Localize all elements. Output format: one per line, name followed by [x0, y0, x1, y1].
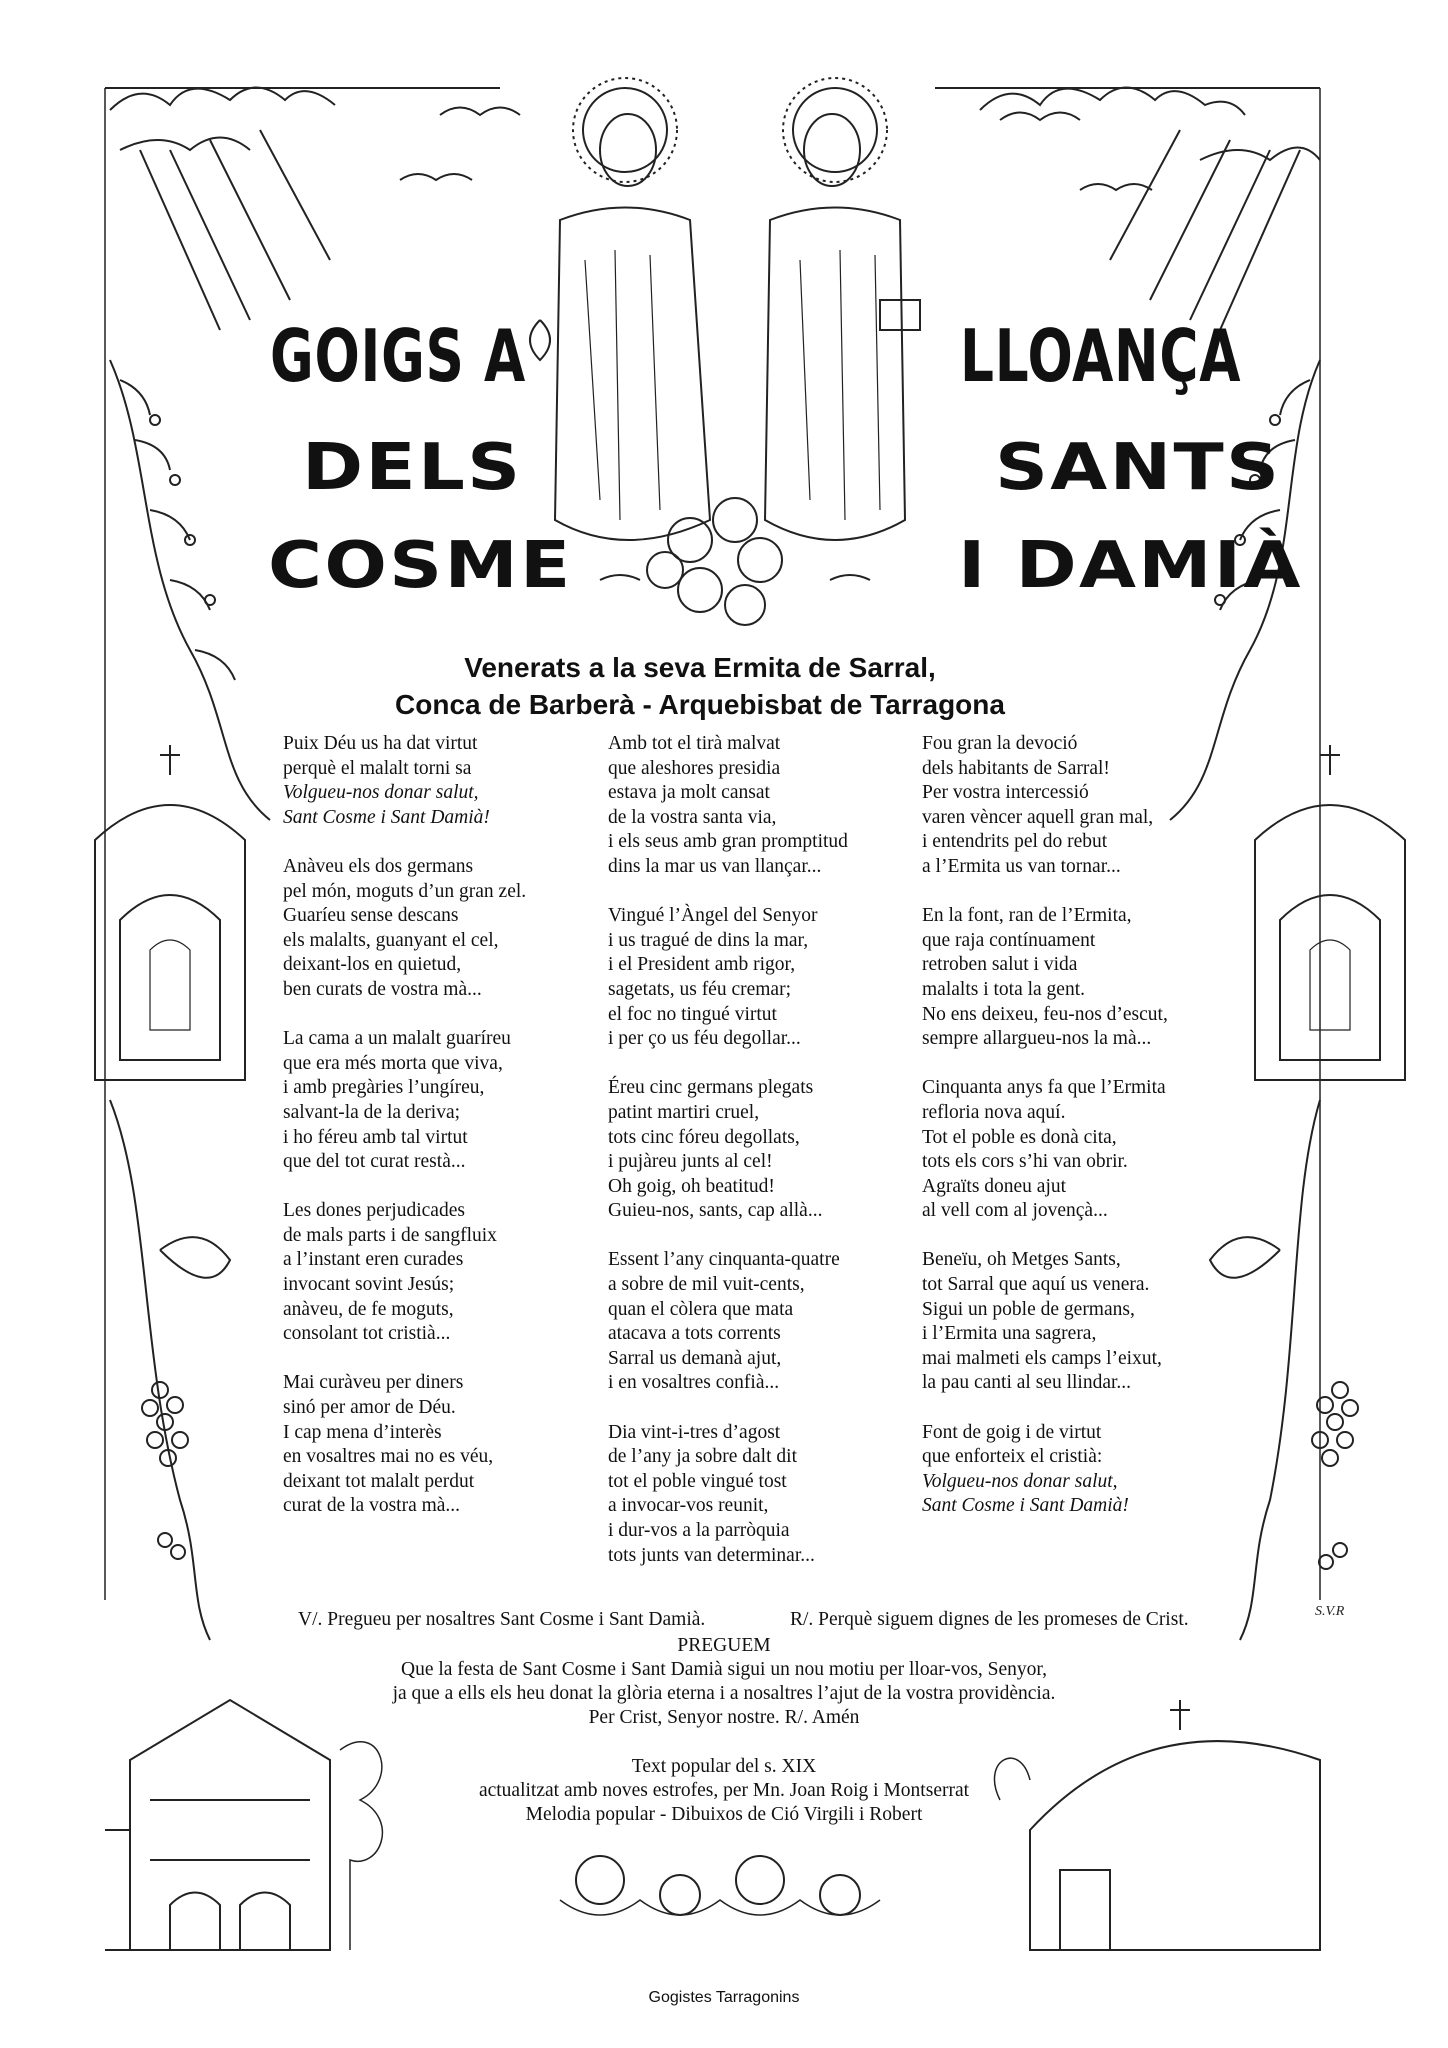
verse-line: ben curats de vostra mà... — [283, 978, 482, 1000]
prayer-line-1: Que la festa de Sant Cosme i Sant Damià sigui un nou motiu per lloar-vos, Senyor, — [400, 1659, 1047, 1680]
verse-line: que enforteix el cristià: — [922, 1446, 1103, 1468]
prayer-heading: PREGUEM — [677, 1635, 771, 1656]
verse-line: i ho féreu amb tal virtut — [283, 1126, 468, 1148]
verse-line: Font de goig i de virtut — [922, 1421, 1102, 1443]
stanza — [283, 732, 526, 830]
verse-line: Essent l’any cinquanta-quatre — [608, 1249, 840, 1271]
verse-line: de mals parts i de sangfluix — [283, 1224, 497, 1246]
stanza — [922, 1248, 1168, 1396]
verse-line: sinó per amor de Déu. — [283, 1397, 456, 1419]
verse-line: i l’Ermita una sagrera, — [922, 1323, 1097, 1345]
prayer-line-3: Per Crist, Senyor nostre. R/. Amén — [588, 1707, 860, 1728]
verse-line: mai malmeti els camps l’eixut, — [922, 1347, 1162, 1369]
subtitle-line-1: Venerats a la seva Ermita de Sarral, — [464, 652, 936, 683]
verse-line: de l’any ja sobre dalt dit — [608, 1446, 797, 1468]
verse-line: i entendrits pel do rebut — [922, 831, 1108, 853]
verse-line: a l’instant eren curades — [283, 1249, 464, 1271]
verse-line: tot el poble vingué tost — [608, 1470, 787, 1492]
verse-line: estava ja molt cansat — [608, 782, 770, 804]
bird-icon-right — [1000, 113, 1080, 121]
verse-line: varen vèncer aquell gran mal, — [922, 806, 1154, 828]
olive-branch-left — [110, 360, 270, 820]
title-lloanca: LLOANÇA — [960, 314, 1242, 398]
title-dels: DELS — [302, 431, 523, 505]
credits-line-3: Melodia popular - Dibuixos de Ció Virgili i Robert — [525, 1804, 923, 1825]
publisher-footer: Gogistes Tarragonins — [648, 1989, 800, 2006]
verse-line: a invocar-vos reunit, — [608, 1495, 769, 1517]
verse-line: retroben salut i vida — [922, 954, 1078, 976]
stanza — [922, 904, 1168, 1052]
stanza — [608, 904, 848, 1052]
verse-line: malalts i tota la gent. — [922, 978, 1085, 1000]
verse-line: Tot el poble es donà cita, — [922, 1126, 1117, 1148]
grape-vine-left — [110, 1100, 230, 1640]
stanza — [608, 1421, 848, 1569]
verse-line: refloria nova aquí. — [922, 1101, 1066, 1123]
verse-line: i us tragué de dins la mar, — [608, 929, 809, 951]
title-sants: SANTS — [995, 431, 1282, 505]
stanza — [922, 1076, 1168, 1224]
verse-line: Sigui un poble de germans, — [922, 1298, 1135, 1320]
verse-line: Mai curàveu per diners — [283, 1372, 464, 1394]
verse-line: tots junts van determinar... — [608, 1544, 815, 1566]
verse-line: Oh goig, oh beatitud! — [608, 1175, 775, 1197]
verse-line: a l’Ermita us van tornar... — [922, 855, 1121, 877]
response: R/. Perquè siguem dignes de les promeses de Crist. — [790, 1609, 1189, 1630]
verse-line: perquè el malalt torni sa — [283, 757, 472, 779]
verse-line: a sobre de mil vuit-cents, — [608, 1274, 805, 1296]
credits-line-2: actualitzat amb noves estrofes, per Mn. Joan Roig i Montserrat — [478, 1780, 970, 1801]
verse-line: Les dones perjudicades — [283, 1200, 465, 1222]
verse-line: Agraïts doneu ajut — [922, 1175, 1067, 1197]
stanza — [283, 1199, 526, 1347]
stanza — [608, 1076, 848, 1224]
verse-line: consolant tot cristià... — [283, 1323, 451, 1345]
verse-line: i amb pregàries l’ungíreu, — [283, 1077, 485, 1099]
verse-line: i dur-vos a la parròquia — [608, 1520, 790, 1541]
verse-line: Sant Cosme i Sant Damià! — [283, 806, 490, 828]
verse-line: al vell com al jovençà... — [922, 1200, 1108, 1222]
subtitle-line-2: Conca de Barberà - Arquebisbat de Tarragona — [395, 689, 1005, 720]
verse-line: Sant Cosme i Sant Damià! — [922, 1495, 1129, 1517]
verse-line: i per ço us féu degollar... — [608, 1028, 801, 1050]
grape-vine-right — [1210, 1100, 1358, 1640]
verse-line: Vingué l’Àngel del Senyor — [608, 905, 818, 927]
rose-garland — [560, 1856, 880, 1915]
verse-line: Volgueu-nos donar salut, — [922, 1470, 1118, 1492]
verse-line: tot Sarral que aquí us venera. — [922, 1274, 1150, 1296]
verse-line: invocant sovint Jesús; — [283, 1274, 455, 1296]
verse-line: tots els cors s’hi van obrir. — [922, 1151, 1128, 1173]
verse-column-2 — [608, 732, 848, 1593]
verse-line: Guieu-nos, sants, cap allà... — [608, 1200, 823, 1222]
verse-line: Volgueu-nos donar salut, — [283, 782, 479, 804]
verse-line: i els seus amb gran promptitud — [608, 831, 848, 853]
rays-top-left — [140, 130, 330, 330]
verse-line: sagetats, us féu cremar; — [608, 978, 792, 1000]
verse-line: anàveu, de fe moguts, — [283, 1298, 454, 1320]
saints-illustration — [530, 78, 920, 625]
versicle: V/. Pregueu per nosaltres Sant Cosme i Sant Damià. — [298, 1609, 706, 1630]
stanza — [283, 855, 526, 1003]
verse-line: tots cinc fóreu degollats, — [608, 1126, 800, 1148]
verse-line: que raja contínuament — [922, 929, 1096, 951]
verse-line: i en vosaltres confià... — [608, 1372, 780, 1394]
verse-column-1 — [283, 732, 526, 1544]
stanza — [283, 1371, 526, 1519]
artist-signature: S.V.R — [1315, 1604, 1345, 1619]
verse-line: Beneïu, oh Metges Sants, — [922, 1249, 1121, 1271]
cloud-top-right — [980, 88, 1245, 116]
verse-line: Amb tot el tirà malvat — [608, 733, 781, 754]
verse-line: deixant-los en quietud, — [283, 954, 462, 976]
verse-line: Anàveu els dos germans — [283, 855, 474, 877]
verse-line: pel món, moguts d’un gran zel. — [283, 880, 527, 902]
title-cosme: COSME — [268, 529, 573, 603]
verse-line: Per vostra intercessió — [922, 782, 1089, 804]
verse-line: Éreu cinc germans plegats — [608, 1077, 814, 1099]
verse-line: I cap mena d’interès — [283, 1421, 442, 1443]
verse-line: i el President amb rigor, — [608, 954, 796, 976]
verse-line: atacava a tots corrents — [608, 1323, 781, 1345]
cloud-top-left — [110, 88, 335, 111]
verse-line: que del tot curat restà... — [283, 1151, 466, 1173]
verse-line: curat de la vostra mà... — [283, 1495, 461, 1517]
credits-line-1: Text popular del s. XIX — [631, 1756, 817, 1777]
verse-line: de la vostra santa via, — [608, 806, 777, 828]
stanza — [922, 732, 1168, 880]
verse-line: la pau canti al seu llindar... — [922, 1372, 1132, 1394]
verse-line: dins la mar us van llançar... — [608, 855, 822, 877]
bell-tower-left — [95, 745, 245, 1080]
prayer-line-2: ja que a ells els heu donat la glòria eterna i a nosaltres l’ajut de la vostra providència. — [392, 1683, 1056, 1704]
verse-line: Guaríeu sense descans — [283, 905, 459, 927]
verse-line: Cinquanta anys fa que l’Ermita — [922, 1077, 1166, 1099]
verse-line: sempre allargueu-nos la mà... — [922, 1028, 1152, 1050]
verse-line: quan el còlera que mata — [608, 1298, 794, 1320]
verse-line: els malalts, guanyant el cel, — [283, 929, 499, 951]
verse-line: patint martiri cruel, — [608, 1101, 760, 1123]
bell-tower-right — [1255, 745, 1405, 1080]
stanza — [922, 1421, 1168, 1519]
stanza — [283, 1027, 526, 1175]
verse-line: en vosaltres mai no es véu, — [283, 1446, 494, 1468]
verse-line: Dia vint-i-tres d’agost — [608, 1421, 781, 1443]
title-i-damia: I DAMIÀ — [958, 529, 1303, 603]
verse-line: el foc no tingué virtut — [608, 1003, 777, 1025]
verse-line: En la font, ran de l’Ermita, — [922, 905, 1132, 927]
verse-line: dels habitants de Sarral! — [922, 757, 1110, 779]
verse-line: La cama a un malalt guaríreu — [283, 1028, 511, 1050]
verse-column-3 — [922, 732, 1168, 1544]
title-goigs-a: GOIGS A — [270, 314, 526, 398]
verse-line: No ens deixeu, feu-nos d’escut, — [922, 1003, 1168, 1025]
verse-line: Sarral us demanà ajut, — [608, 1347, 782, 1369]
verse-line: Puix Déu us ha dat virtut — [283, 733, 478, 754]
verse-line: salvant-la de la deriva; — [283, 1101, 461, 1123]
stanza — [608, 732, 848, 880]
stanza — [608, 1248, 848, 1396]
verse-line: deixant tot malalt perdut — [283, 1470, 475, 1492]
verse-line: que aleshores presidia — [608, 757, 781, 779]
verse-line: que era més morta que viva, — [283, 1052, 503, 1074]
verse-line: i pujàreu junts al cel! — [608, 1151, 773, 1173]
verse-line: Fou gran la devoció — [922, 733, 1078, 754]
bird-icon-left — [440, 108, 520, 116]
